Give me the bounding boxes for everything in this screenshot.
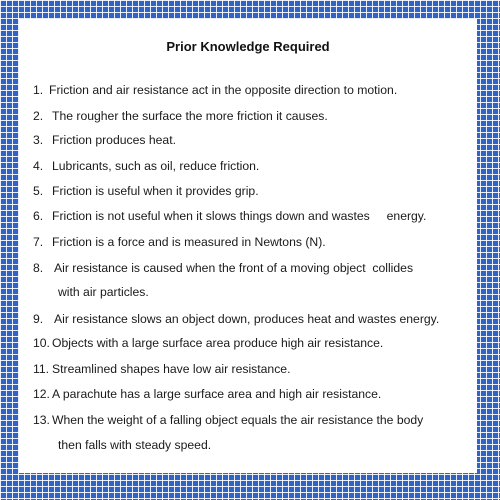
list-item-12 <box>33 387 381 401</box>
list-item-8 <box>33 261 413 275</box>
item-text: Friction and air resistance act in the opposite direction to motion. <box>49 83 398 97</box>
item-number: 2. <box>33 109 44 123</box>
item-number: 6. <box>33 209 44 223</box>
list-item-6 <box>33 209 426 223</box>
item-number: 11. <box>33 362 50 376</box>
item-text: When the weight of a falling object equals the air resistance the body <box>52 413 424 427</box>
item-number: 1. <box>33 83 44 97</box>
list-item-8-continuation: with air particles. <box>58 285 149 299</box>
list-item-7 <box>33 235 326 249</box>
page-title: Prior Knowledge Required <box>166 39 330 54</box>
item-number: 13. <box>33 413 50 427</box>
item-text: Streamlined shapes have low air resistance. <box>52 362 291 376</box>
item-text: Friction is not useful when it slows things down and wastes energy. <box>52 209 427 223</box>
item-number: 4. <box>33 159 44 173</box>
item-text: Air resistance is caused when the front of a moving object collides <box>54 261 414 275</box>
item-number: 9. <box>33 312 44 326</box>
list-item-5 <box>33 184 259 198</box>
item-text: Objects with a large surface area produce high air resistance. <box>52 336 384 350</box>
list-item-1 <box>33 83 397 97</box>
list-item-10 <box>33 336 383 350</box>
list-item-9 <box>33 312 439 326</box>
content-card <box>19 19 477 473</box>
item-text: Friction is useful when it provides grip. <box>52 184 259 198</box>
list-item-2 <box>33 109 328 123</box>
item-text: Friction is a force and is measured in Newtons (N). <box>52 235 326 249</box>
item-text: The rougher the surface the more friction it causes. <box>52 109 328 123</box>
item-number: 8. <box>33 261 44 275</box>
item-number: 10. <box>33 336 50 350</box>
item-number: 12. <box>33 387 50 401</box>
item-text: Friction produces heat. <box>52 133 176 147</box>
list-item-3 <box>33 133 176 147</box>
list-item-13-continuation: then falls with steady speed. <box>58 438 212 452</box>
item-text: A parachute has a large surface area and high air resistance. <box>52 387 382 401</box>
list-item-13 <box>33 413 423 427</box>
item-number: 7. <box>33 235 44 249</box>
list-item-4 <box>33 159 259 173</box>
list-item-11 <box>33 362 290 376</box>
item-number: 3. <box>33 133 44 147</box>
item-text: Air resistance slows an object down, produces heat and wastes energy. <box>54 312 440 326</box>
item-number: 5. <box>33 184 44 198</box>
item-text: Lubricants, such as oil, reduce friction. <box>52 159 260 173</box>
